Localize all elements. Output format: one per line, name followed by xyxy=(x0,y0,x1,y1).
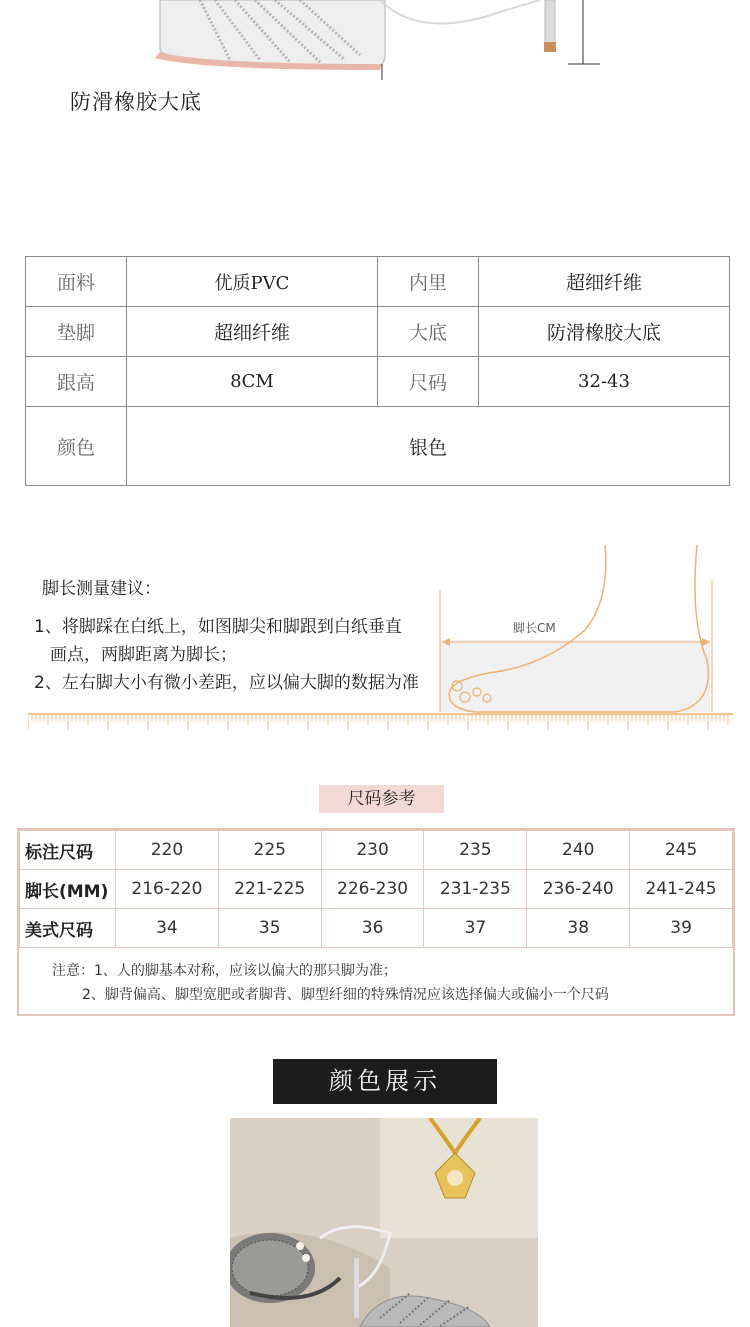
size-cell: 225 xyxy=(218,831,321,870)
table-row xyxy=(26,407,730,486)
measure-title: 脚长测量建议： xyxy=(42,579,161,599)
spec-value: 优质PVC xyxy=(127,257,378,307)
size-cell: 38 xyxy=(527,909,630,948)
spec-key: 跟高 xyxy=(26,357,127,407)
spec-key: 颜色 xyxy=(26,407,127,486)
spec-key: 面料 xyxy=(26,257,127,307)
size-row-label: 脚长(MM) xyxy=(20,870,116,909)
ruler-illustration xyxy=(28,710,733,732)
measure-instruction: 画点，两脚距离为脚长； xyxy=(50,645,237,665)
size-note: 注意：1、人的脚基本对称，应该以偏大的那只脚为准； xyxy=(52,963,397,979)
shoe-sole-illustration xyxy=(0,0,750,80)
spec-key: 尺码 xyxy=(378,357,479,407)
table-row xyxy=(26,357,730,407)
spec-key: 内里 xyxy=(378,257,479,307)
size-cell: 34 xyxy=(116,909,219,948)
size-cell: 241-245 xyxy=(630,870,733,909)
size-cell: 221-225 xyxy=(218,870,321,909)
size-cell: 245 xyxy=(630,831,733,870)
table-row xyxy=(20,870,733,909)
color-display-banner: 颜色展示 xyxy=(273,1059,497,1104)
spec-value: 银色 xyxy=(127,407,730,486)
product-photo xyxy=(230,1118,538,1327)
measure-instruction: 1、将脚踩在白纸上，如图脚尖和脚跟到白纸垂直 xyxy=(34,617,402,637)
size-cell: 220 xyxy=(116,831,219,870)
measure-instruction: 2、左右脚大小有微小差距，应以偏大脚的数据为准 xyxy=(34,673,419,693)
foot-length-label: 脚长CM xyxy=(513,621,556,635)
size-chart-table xyxy=(19,830,733,948)
size-cell: 35 xyxy=(218,909,321,948)
size-cell: 36 xyxy=(321,909,424,948)
spec-key: 大底 xyxy=(378,307,479,357)
size-cell: 231-235 xyxy=(424,870,527,909)
size-cell: 240 xyxy=(527,831,630,870)
size-chart-header: 尺码参考 xyxy=(319,785,444,813)
table-row xyxy=(20,831,733,870)
spec-value: 超细纤维 xyxy=(127,307,378,357)
table-row xyxy=(26,257,730,307)
spec-value: 32-43 xyxy=(479,357,730,407)
size-cell: 236-240 xyxy=(527,870,630,909)
table-row xyxy=(20,909,733,948)
size-cell: 226-230 xyxy=(321,870,424,909)
size-cell: 39 xyxy=(630,909,733,948)
size-cell: 37 xyxy=(424,909,527,948)
size-row-label: 美式尺码 xyxy=(20,909,116,948)
spec-key: 垫脚 xyxy=(26,307,127,357)
spec-value: 8CM xyxy=(127,357,378,407)
size-cell: 216-220 xyxy=(116,870,219,909)
size-cell: 235 xyxy=(424,831,527,870)
size-row-label: 标注尺码 xyxy=(20,831,116,870)
spec-value: 超细纤维 xyxy=(479,257,730,307)
foot-outline-illustration xyxy=(435,540,735,720)
sole-callout-label: 防滑橡胶大底 xyxy=(70,90,202,114)
spec-value: 防滑橡胶大底 xyxy=(479,307,730,357)
material-spec-table xyxy=(25,256,730,486)
size-note: 2、脚背偏高、脚型宽肥或者脚背、脚型纤细的特殊情况应该选择偏大或偏小一个尺码 xyxy=(82,987,609,1003)
table-row xyxy=(26,307,730,357)
size-cell: 230 xyxy=(321,831,424,870)
